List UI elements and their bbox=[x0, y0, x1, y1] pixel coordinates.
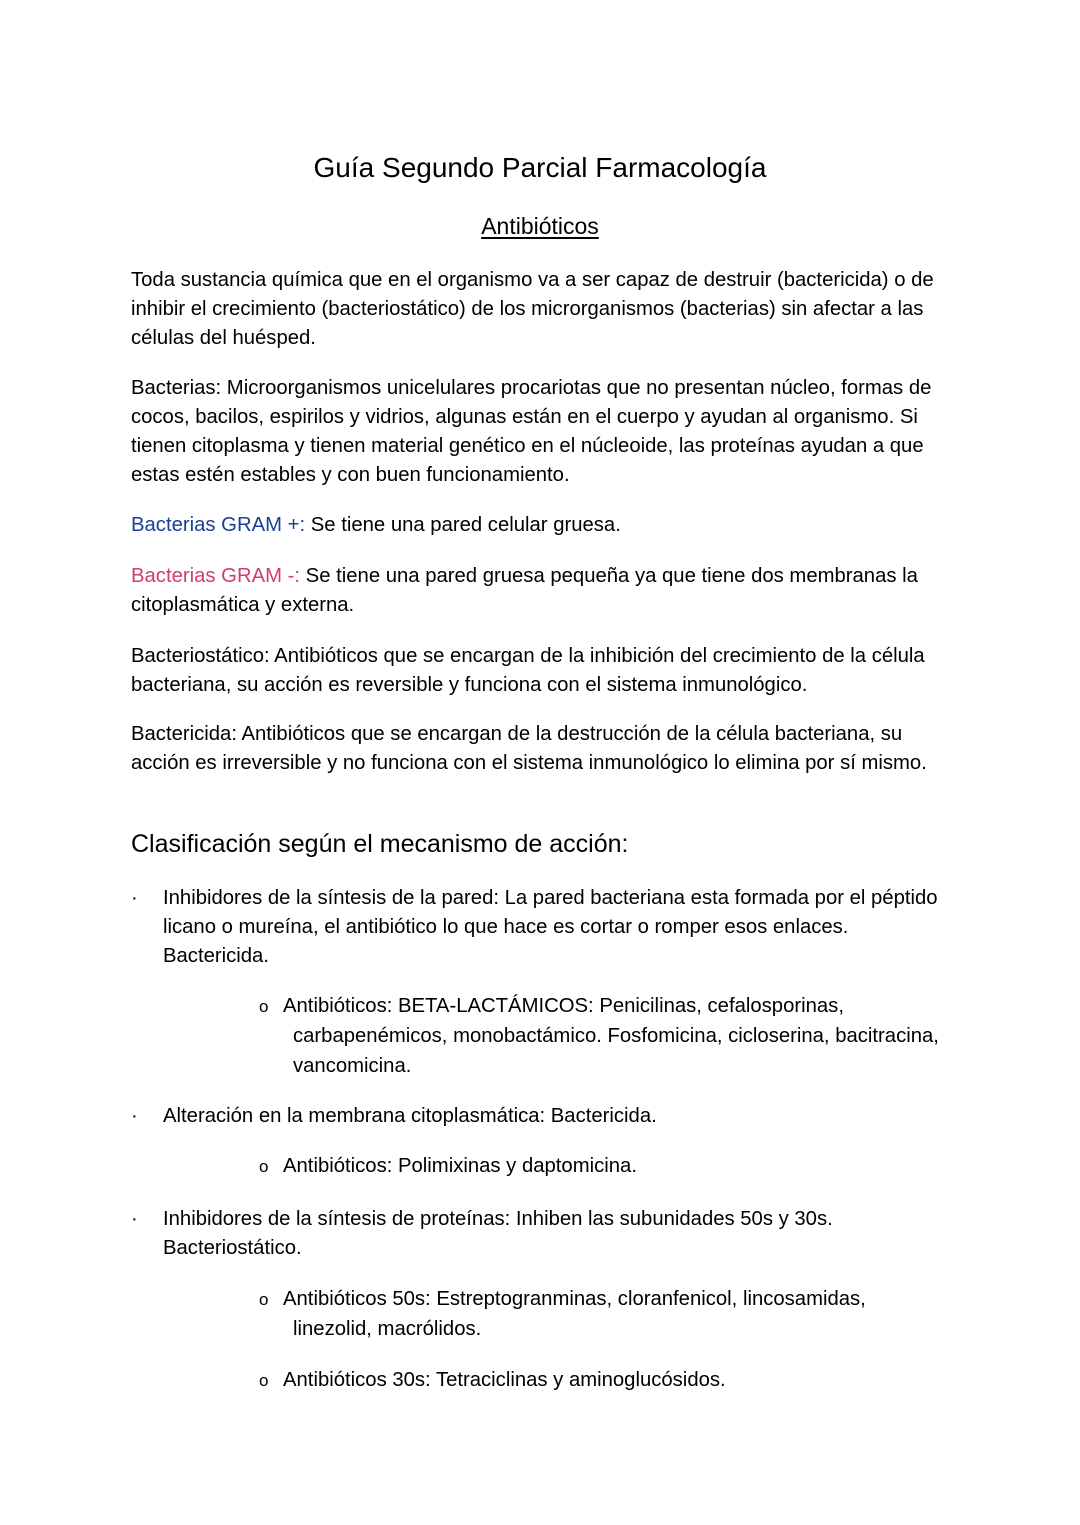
sub-item-betalactamicos bbox=[283, 991, 943, 1081]
sub-bullet-marker: o bbox=[259, 1371, 269, 1390]
bullet-marker: · bbox=[131, 1105, 138, 1127]
bacteriostatico-paragraph: Bacteriostático: Antibióticos que se encargan de la inhibición del crecimiento de la célula bacteriana, su acción es reversible y funciona con el sistema inmunológico. bbox=[131, 645, 925, 696]
section-subtitle: Antibióticos bbox=[481, 213, 599, 239]
gram-negative-paragraph bbox=[131, 562, 951, 620]
sub-bullet-marker: o bbox=[259, 1157, 269, 1176]
sub-item-rest: linezolid, macrólidos. bbox=[293, 1318, 482, 1340]
intro-paragraph: Toda sustancia química que en el organismo va a ser capaz de destruir (bactericida) o de inhibir el crecimiento (bacteriostático) de los microrganismos (bacterias) sin afectar a las células del huésped. bbox=[131, 269, 934, 349]
sub-item-30s: Antibióticos 30s: Tetraciclinas y aminoglucósidos. bbox=[283, 1369, 726, 1391]
clasificacion-heading: Clasificación según el mecanismo de acción: bbox=[131, 830, 629, 858]
sub-item-rest: carbapenémicos, monobactámico. Fosfomicina, cicloserina, bacitracina, vancomicina. bbox=[293, 1025, 939, 1077]
gram-positive-paragraph bbox=[131, 511, 951, 540]
list-item-proteinas: Inhibidores de la síntesis de proteínas: Inhiben las subunidades 50s y 30s. Bacteriostático. bbox=[163, 1208, 833, 1259]
sub-item-first-line: Antibióticos: BETA-LACTÁMICOS: Penicilinas, cefalosporinas, bbox=[283, 995, 844, 1017]
gram-positive-label: Bacterias GRAM +: bbox=[131, 514, 306, 536]
bullet-marker: · bbox=[131, 887, 138, 909]
bullet-marker: · bbox=[131, 1208, 138, 1230]
list-item-pared: Inhibidores de la síntesis de la pared: La pared bacteriana esta formada por el péptido licano o mureína, el antibiótico lo que hace es cortar o romper esos enlaces. Bactericida. bbox=[163, 887, 938, 967]
gram-positive-text: Se tiene una pared celular gruesa. bbox=[305, 514, 621, 536]
gram-negative-text: Se tiene una pared gruesa pequeña ya que tiene dos membranas la citoplasmática y externa. bbox=[131, 565, 918, 616]
bactericida-paragraph: Bactericida: Antibióticos que se encargan de la destrucción de la célula bacteriana, su acción es irreversible y no funciona con el sistema inmunológico lo elimina por sí mismo. bbox=[131, 723, 927, 774]
sub-item-first-line: Antibióticos 50s: Estreptogranminas, cloranfenicol, lincosamidas, bbox=[283, 1288, 866, 1310]
sub-item-50s bbox=[283, 1284, 943, 1344]
gram-negative-label: Bacterias GRAM -: bbox=[131, 565, 301, 587]
list-item-membrana: Alteración en la membrana citoplasmática: Bactericida. bbox=[163, 1105, 657, 1127]
bacterias-paragraph: Bacterias: Microorganismos unicelulares procariotas que no presentan núcleo, formas de cocos, bacilos, espirilos y vidrios, algunas están en el cuerpo y ayudan al organismo. Si tienen citoplasma y tienen material genético en el núcleoide, las proteínas ayudan a que estas estén estables y con buen funcionamiento. bbox=[131, 377, 932, 486]
sub-bullet-marker: o bbox=[259, 1290, 269, 1309]
page-title: Guía Segundo Parcial Farmacología bbox=[313, 152, 767, 183]
sub-item-polimixinas: Antibióticos: Polimixinas y daptomicina. bbox=[283, 1155, 637, 1177]
sub-bullet-marker: o bbox=[259, 997, 269, 1016]
